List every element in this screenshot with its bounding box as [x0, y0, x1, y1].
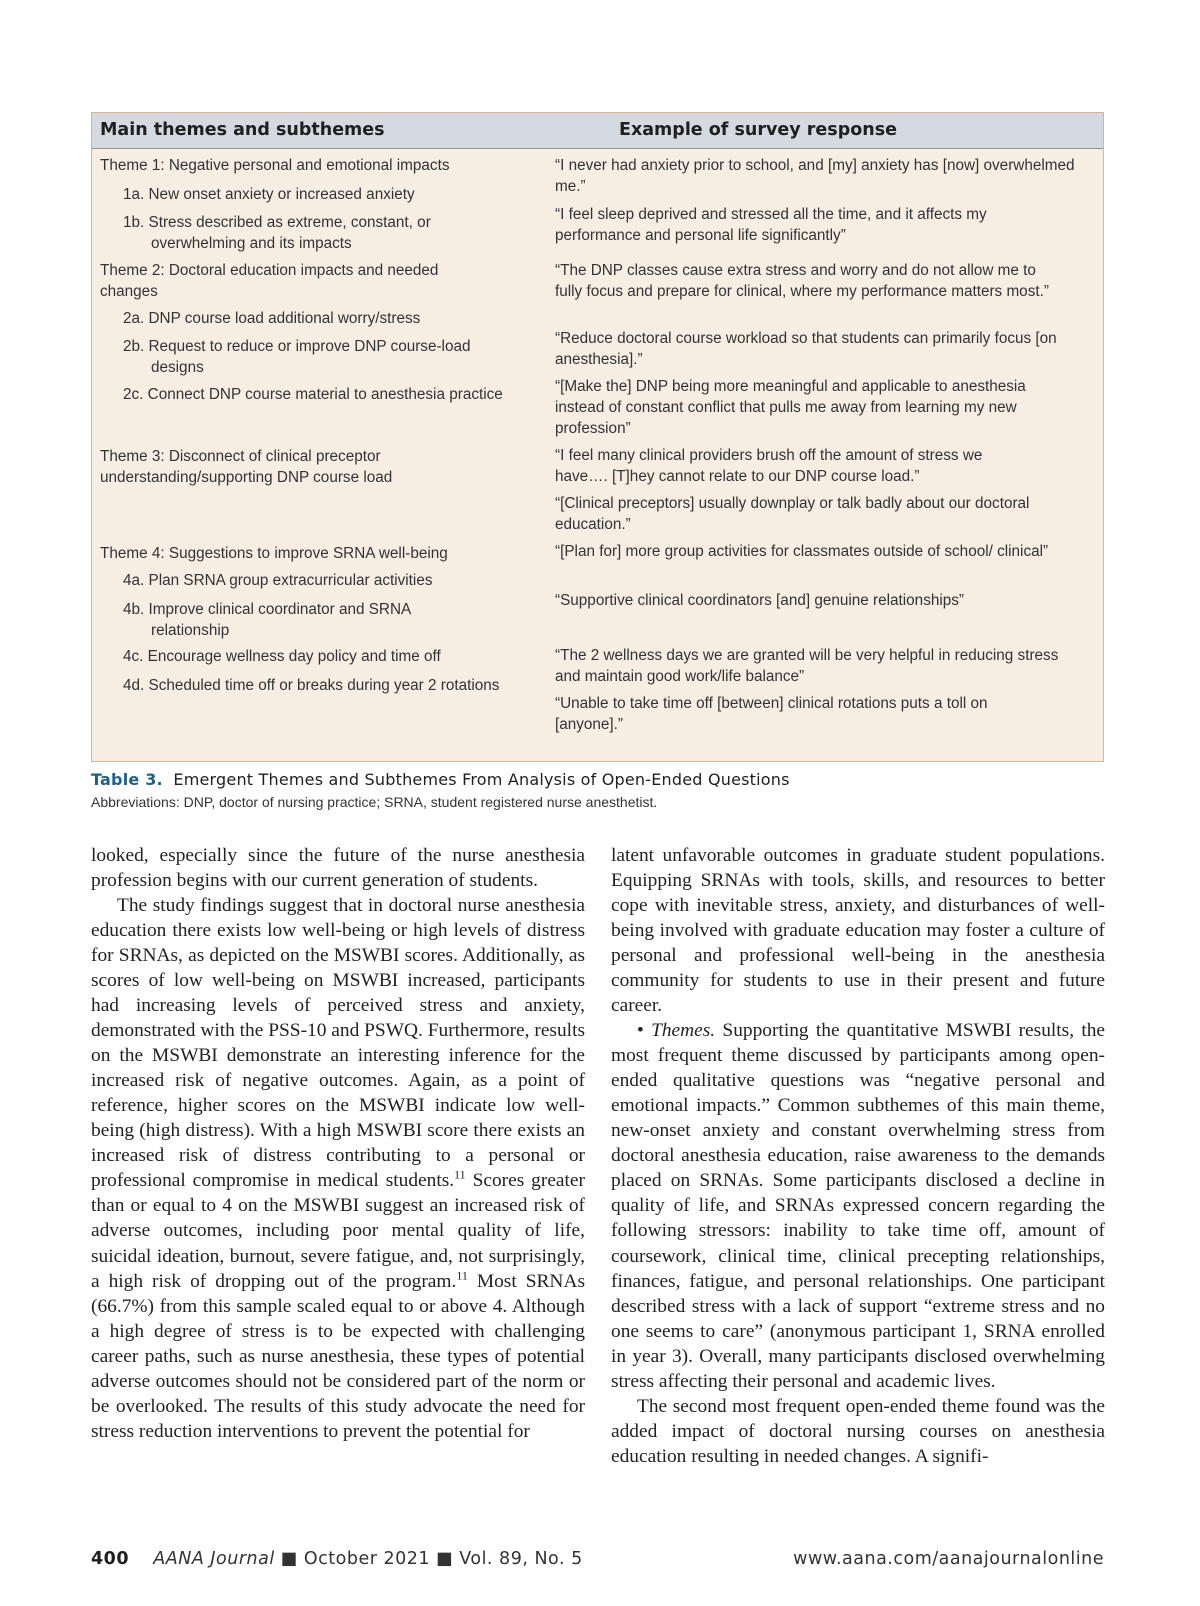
subtheme-1a: 1a. New onset anxiety or increased anxiety — [123, 186, 415, 203]
paragraph-text: Supporting the quantitative MSWBI results, the most frequent theme discussed by participants among open-ended qualitative questions was “negative personal and emotional impacts.” Common subthemes of this main theme, new-onset anxiety and constant overwhelming stress from doctoral anesthesia education, raise awareness to the demands placed on SRNAs. Some participants disclosed a decline in quality of life, and SRNAs expressed concern regarding the following stressors: inability to take time off, amount of coursework, clinical time, clinical precepting relationships, finances, fatigue, and personal relationships. One participant described stress with a lack of support “extreme stress and no one seems to care” (anonymous participant 1, SRNA enrolled in year 3). Overall, many participants disclosed overwhelming stress affecting their personal and academic lives. — [611, 1020, 1106, 1392]
subtheme-4b: 4b. Improve clinical coordinator and SRNA relationship — [123, 601, 411, 639]
paragraph: looked, especially since the future of the nurse anesthesia profession begins with our current generation of students. — [91, 845, 585, 892]
paragraph — [91, 893, 585, 1444]
table-header — [92, 113, 1103, 149]
response-4b: “Supportive clinical coordinators [and] genuine relationships” — [555, 592, 964, 609]
footer-left — [91, 1549, 583, 1569]
paragraph-text: The study findings suggest that in doctoral nurse anesthesia education there exists low well-being or high levels of distress for SRNAs, as depicted on the MSWBI scores. Additionally, as scores of low well-being on MSWBI increased, participants had increasing levels of perceived stress and anxiety, demonstrated with the PSS-10 and PSWQ. Furthermore, results on the MSWBI demonstrate an interesting inference for the increased risk of negative outcomes. Again, as a point of reference, higher scores on the MSWBI indicate low well-being (high distress). With a high MSWBI score there exists an increased risk of distress contributing to a personal or professional compromise in medical students. — [91, 895, 585, 1192]
reference-superscript: 11 — [454, 1167, 466, 1182]
response-4a: “[Plan for] more group activities for classmates outside of school/ clinical” — [555, 543, 1049, 560]
theme-1: Theme 1: Negative personal and emotional impacts — [100, 157, 450, 174]
subtheme-2c: 2c. Connect DNP course material to anesthesia practice — [123, 386, 503, 403]
subtheme-4a: 4a. Plan SRNA group extracurricular activities — [123, 572, 433, 589]
reference-superscript: 11 — [456, 1268, 468, 1283]
response-1b: “I feel sleep deprived and stressed all the time, and it affects my performance and personal life significantly” — [555, 206, 987, 244]
subtheme-4d: 4d. Scheduled time off or breaks during year 2 rotations — [123, 677, 500, 694]
page-number: 400 — [91, 1549, 130, 1569]
response-4d: “Unable to take time off [between] clinical rotations puts a toll on [anyone].” — [555, 695, 988, 733]
bullet: • — [637, 1020, 652, 1042]
table-caption — [91, 770, 1104, 789]
response-2c: “[Make the] DNP being more meaningful and applicable to anesthesia instead of constant conflict that pulls me away from learning my new profession” — [555, 378, 1026, 437]
subtheme-1b: 1b. Stress described as extreme, constant, or overwhelming and its impacts — [123, 214, 431, 252]
response-3b: “[Clinical preceptors] usually downplay or talk badly about our doctoral education.” — [555, 495, 1030, 533]
header-example-response: Example of survey response — [619, 120, 897, 140]
subtheme-2b: 2b. Request to reduce or improve DNP course-load designs — [123, 338, 471, 376]
response-4c: “The 2 wellness days we are granted will be very helpful in reducing stress and maintain good work/life balance” — [555, 647, 1059, 685]
table-label: Table 3. — [91, 770, 163, 789]
paragraph: latent unfavorable outcomes in graduate student populations. Equipping SRNAs with tools, skills, and resources to better cope with inevitable stress, anxiety, and disturbances of well-being involved with graduate education may foster a culture of personal and professional well-being in the anesthesia community for students to use in their present and future career. — [611, 845, 1105, 1017]
themes-table — [91, 112, 1104, 762]
subtheme-2a: 2a. DNP course load additional worry/stress — [123, 310, 421, 327]
theme-3: Theme 3: Disconnect of clinical preceptor understanding/supporting DNP course load — [100, 448, 393, 486]
footer-url[interactable]: www.aana.com/aanajournalonline — [793, 1549, 1104, 1569]
response-1a: “I never had anxiety prior to school, and [my] anxiety has [now] overwhelmed me.” — [555, 157, 1075, 195]
themes-heading: Themes. — [651, 1020, 716, 1042]
separator: ■ — [280, 1549, 298, 1569]
issue-date: October 2021 — [303, 1549, 431, 1569]
paragraph — [611, 1018, 1105, 1393]
journal-name: AANA Journal — [153, 1549, 275, 1569]
response-3a: “I feel many clinical providers brush off the amount of stress we have…. [T]hey cannot relate to our DNP course load.” — [555, 447, 983, 485]
paragraph-text: Most SRNAs (66.7%) from this sample scaled equal to or above 4. Although a high degree of stress is to be expected with challenging career paths, such as nurse anesthesia, these types of potential adverse outcomes should not be considered part of the norm or be overlooked. The results of this study advocate the need for stress reduction interventions to prevent the potential for — [91, 1270, 585, 1442]
theme-2: Theme 2: Doctoral education impacts and needed changes — [100, 262, 439, 300]
table-abbreviations: Abbreviations: DNP, doctor of nursing practice; SRNA, student registered nurse anesthetist. — [91, 794, 658, 810]
table-title: Emergent Themes and Subthemes From Analysis of Open-Ended Questions — [173, 770, 790, 789]
separator: ■ — [436, 1549, 454, 1569]
response-2a: “The DNP classes cause extra stress and worry and do not allow me to fully focus and prepare for clinical, where my performance matters most.” — [555, 262, 1049, 300]
response-2b: “Reduce doctoral course workload so that students can primarily focus [on anesthesia].” — [555, 330, 1057, 368]
paragraph-text: Scores greater than or equal to 4 on the MSWBI suggest an increased risk of adverse outcomes, including poor mental quality of life, suicidal ideation, burnout, severe fatigue, and, not surprisingly, a high risk of dropping out of the program. — [91, 1170, 585, 1292]
volume: Vol. 89, No. 5 — [459, 1549, 583, 1569]
subtheme-4c: 4c. Encourage wellness day policy and time off — [123, 648, 441, 665]
theme-4: Theme 4: Suggestions to improve SRNA well-being — [100, 545, 448, 562]
body-column-left — [91, 843, 585, 1444]
header-main-themes: Main themes and subthemes — [100, 120, 385, 140]
body-column-right — [611, 843, 1105, 1469]
paragraph: The second most frequent open-ended theme found was the added impact of doctoral nursing courses on anesthesia education resulting in needed changes. A signifi- — [611, 1395, 1105, 1467]
